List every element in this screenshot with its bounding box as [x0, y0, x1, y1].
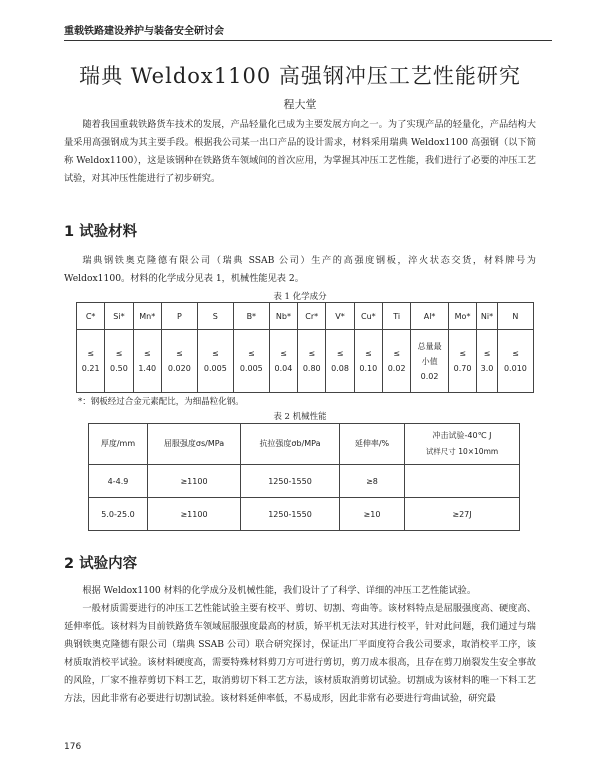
element-value-cell: ≤ 0.50 [105, 330, 133, 393]
impact-cell: ≥27J [405, 498, 520, 531]
elongation-cell: ≥10 [340, 498, 405, 531]
element-header: Si* [105, 303, 133, 330]
element-value-cell: ≤ 3.0 [477, 330, 498, 393]
element-value-cell: ≤ 0.010 [497, 330, 533, 393]
elongation-header: 延伸率/% [340, 424, 405, 465]
element-value-cell: ≤ 0.70 [448, 330, 476, 393]
header-divider [64, 40, 552, 41]
element-header: P [161, 303, 197, 330]
yield-cell: ≥1100 [148, 465, 241, 498]
table-1-caption: 表 1 化学成分 [273, 292, 327, 302]
chemical-composition-table [76, 302, 534, 393]
table-1-header-row [77, 303, 534, 330]
table-row [89, 465, 520, 498]
author-name: 程大堂 [283, 98, 317, 111]
element-header: C* [77, 303, 105, 330]
element-value-cell: ≤ 0.005 [233, 330, 269, 393]
table-1-footnote: *：钢板经过合金元素配比，为细晶粒化钢。 [78, 397, 244, 407]
table-row [89, 498, 520, 531]
element-header: N [497, 303, 533, 330]
element-header: Al* [411, 303, 449, 330]
yield-header: 屈服强度σs/MPa [148, 424, 241, 465]
thickness-header: 厚度/mm [89, 424, 148, 465]
element-value-cell: ≤ 0.020 [161, 330, 197, 393]
table-2-caption: 表 2 机械性能 [273, 412, 327, 422]
section-1-text: 瑞典钢铁奥克隆德有限公司（瑞典 SSAB 公司）生产的高强度钢板，淬火状态交货，材料牌号为 Weldox1100。材料的化学成分见表 1，机械性能见表 2。 [64, 255, 536, 284]
element-value-cell: ≤ 0.02 [382, 330, 410, 393]
table-2-header-row [89, 424, 520, 465]
yield-cell: ≥1100 [148, 498, 241, 531]
table-1-values-row [77, 330, 534, 393]
thickness-cell: 4-4.9 [89, 465, 148, 498]
element-value-cell: ≤ 0.08 [326, 330, 354, 393]
journal-header: 重载铁路建设养护与装备安全研讨会 [64, 26, 224, 37]
tensile-cell: 1250-1550 [241, 465, 340, 498]
section-2-body: 一般材质需要进行的冲压工艺性能试验主要有校平、剪切、切割、弯曲等。该材料特点是屈服强度高、硬度高、延伸率低。该材料为目前铁路货车领域屈服强度最高的材质，矫平机无法对其进行校平，针对此问题，我们通过与瑞典钢铁奥克隆德有限公司（瑞典 SSAB 公司）联合研究探讨，保证出厂平面度符合我公司要求，取消校平工序，该材质取消校平试验。该材料硬度高，需要特殊材料剪刀方可进行剪切，剪刀成本很高，且存在剪刀崩裂发生安全事故的风险，厂家不推荐剪切下料工艺，取消剪切下料工艺方法，该材质取消剪切试验。切割成为该材料的唯一下料工艺方法，因此非常有必要进行切割试验。该材料延伸率低，不易成形，因此非常有必要进行弯曲试验，研究最 [64, 603, 536, 704]
element-value-cell: ≤ 1.40 [133, 330, 161, 393]
impact-header: 冲击试验-40℃ J 试样尺寸 10×10mm [405, 424, 520, 465]
al-value-cell: 总量最 小值 0.02 [411, 330, 449, 393]
section-1-heading: 1 试验材料 [64, 224, 138, 240]
element-header: B* [233, 303, 269, 330]
section-2-intro: 根据 Weldox1100 材料的化学成分及机械性能，我们设计了了科学、详细的冲压工艺性能试验。 [82, 585, 477, 596]
element-header: Cr* [298, 303, 326, 330]
element-value-cell: ≤ 0.10 [354, 330, 382, 393]
element-header: Ni* [477, 303, 498, 330]
element-value-cell: ≤ 0.005 [197, 330, 233, 393]
tensile-cell: 1250-1550 [241, 498, 340, 531]
intro-paragraph: 随着我国重载铁路货车技术的发展，产品轻量化已成为主要发展方向之一。为了实现产品的轻量化，产品结构大量采用高强钢成为其主要手段。根据我公司某一出口产品的设计需求，材料采用瑞典 Weldox1100 高强钢（以下简称 Weldox1100），这是该钢种在铁路货车领域间的首次应用，为掌握其冲压工艺性能，我们进行了必要的冲压工艺试验，对其冲压性能进行了初步研究。 [64, 119, 536, 184]
page-number: 176 [64, 742, 82, 752]
element-header: Mo* [448, 303, 476, 330]
element-value-cell: ≤ 0.80 [298, 330, 326, 393]
thickness-cell: 5.0-25.0 [89, 498, 148, 531]
paper-title: 瑞典 Weldox1100 高强钢冲压工艺性能研究 [79, 64, 521, 88]
element-header: Ti [382, 303, 410, 330]
element-header: Cu* [354, 303, 382, 330]
element-value-cell: ≤ 0.04 [269, 330, 297, 393]
element-header: Nb* [269, 303, 297, 330]
elongation-cell: ≥8 [340, 465, 405, 498]
element-header: V* [326, 303, 354, 330]
section-2-heading: 2 试验内容 [64, 556, 138, 572]
element-value-cell: ≤ 0.21 [77, 330, 105, 393]
element-header: S [197, 303, 233, 330]
element-header: Mn* [133, 303, 161, 330]
mechanical-properties-table [88, 423, 520, 531]
impact-cell [405, 465, 520, 498]
tensile-header: 抗拉强度σb/MPa [241, 424, 340, 465]
